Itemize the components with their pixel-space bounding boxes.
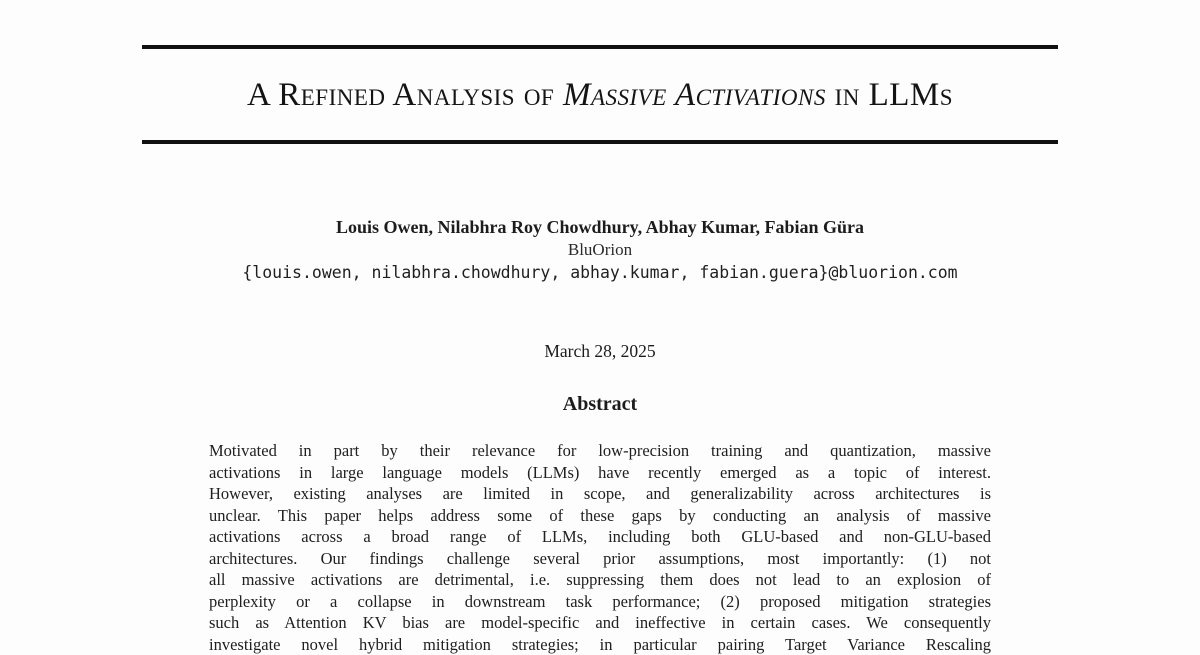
paper-date: March 28, 2025 <box>0 341 1200 362</box>
title-rule-bottom <box>142 140 1058 144</box>
abstract-line: activations across a broad range of LLMs, including both GLU-based and non-GLU-based <box>209 526 991 548</box>
abstract-line: perplexity or a collapse in downstream task performance; (2) proposed mitigation strategies <box>209 591 991 613</box>
abstract-line: such as Attention KV bias are model-specific and ineffective in certain cases. We consequently <box>209 612 991 634</box>
abstract-heading: Abstract <box>0 392 1200 416</box>
affiliation: BluOrion <box>0 240 1200 260</box>
title-part-1: A Refined Analysis of <box>247 77 563 113</box>
abstract-line: unclear. This paper helps address some of these gaps by conducting an analysis of massive <box>209 505 991 527</box>
author-block <box>0 216 1200 283</box>
abstract-line: However, existing analyses are limited in scope, and generalizability across architectures is <box>209 483 991 505</box>
abstract-line: investigate novel hybrid mitigation strategies; in particular pairing Target Variance Rescaling <box>209 634 991 655</box>
title-block <box>142 45 1058 144</box>
abstract-line: Motivated in part by their relevance for low-precision training and quantization, massive <box>209 440 991 462</box>
paper-title <box>142 49 1058 140</box>
abstract-line: architectures. Our findings challenge several prior assumptions, most importantly: (1) not <box>209 548 991 570</box>
abstract-body <box>209 440 991 655</box>
abstract-line: activations in large language models (LLMs) have recently emerged as a topic of interest. <box>209 462 991 484</box>
title-part-italic: Massive Activations <box>563 77 826 113</box>
author-emails: {louis.owen, nilabhra.chowdhury, abhay.kumar, fabian.guera}@bluorion.com <box>0 263 1200 283</box>
abstract-line: all massive activations are detrimental, i.e. suppressing them does not lead to an explosion of <box>209 569 991 591</box>
author-names: Louis Owen, Nilabhra Roy Chowdhury, Abhay Kumar, Fabian Güra <box>0 216 1200 238</box>
title-part-2: in LLMs <box>826 77 953 113</box>
